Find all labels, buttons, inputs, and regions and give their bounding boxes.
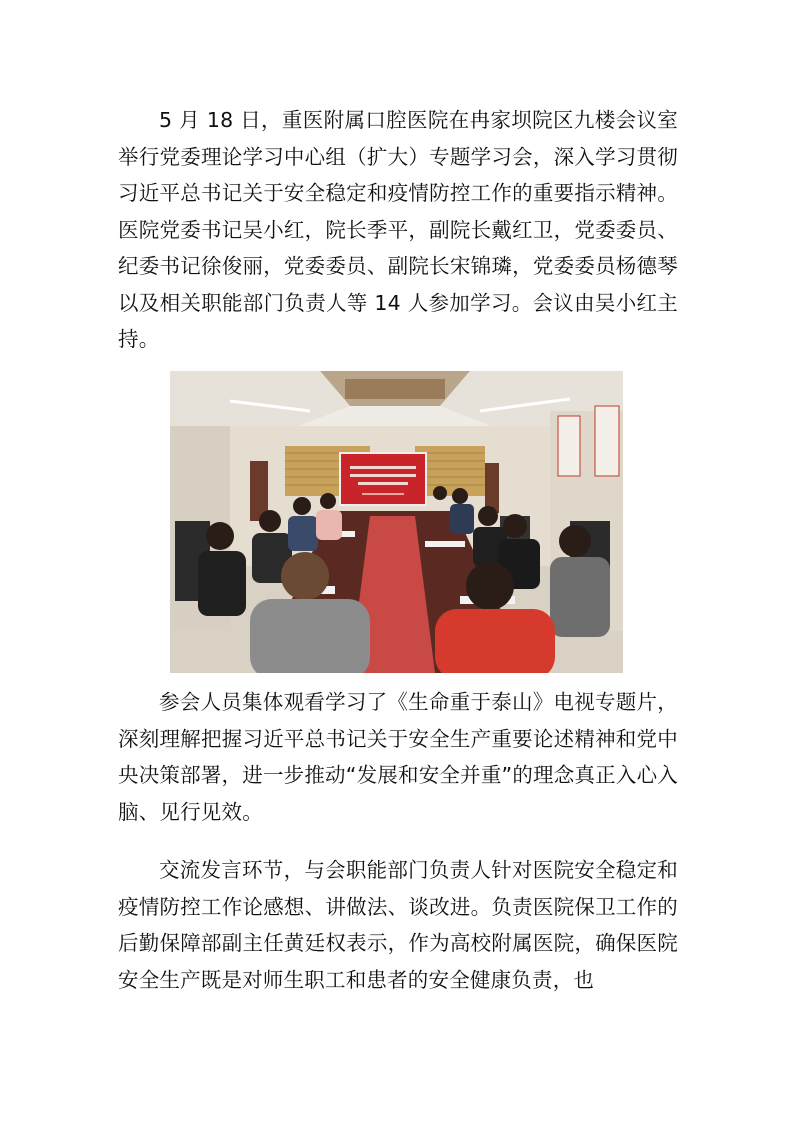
paragraph-intro: 5 月 18 日，重医附属口腔医院在冉家坝院区九楼会议室举行党委理论学习中心组（扩大）专题学习会，深入学习贯彻习近平总书记关于安全稳定和疫情防控工作的重要指示精神。医院党委书记吴小红，院长季平，副院长戴红卫，党委委员、纪委书记徐俊丽，党委委员、副院长宋锦璘，党委委员杨德琴以及相关职能部门负责人等 14 人参加学习。会议由吴小红主持。 (118, 108, 678, 351)
paragraph-discussion: 交流发言环节，与会职能部门负责人针对医院安全稳定和疫情防控工作论感想、讲做法、谈改进。负责医院保卫工作的后勤保障部副主任黄廷权表示，作为高校附属医院，确保医院安全生产既是对师生职工和患者的安全健康负责，也 (118, 858, 678, 992)
meeting-photo (170, 371, 623, 673)
paragraph-video-study: 参会人员集体观看学习了《生命重于泰山》电视专题片，深刻理解把握习近平总书记关于安全生产重要论述精神和党中央决策部署，进一步推动“发展和安全并重”的理念真正入心入脑、见行见效。 (118, 690, 678, 824)
meeting-photo-illustration (170, 371, 623, 673)
